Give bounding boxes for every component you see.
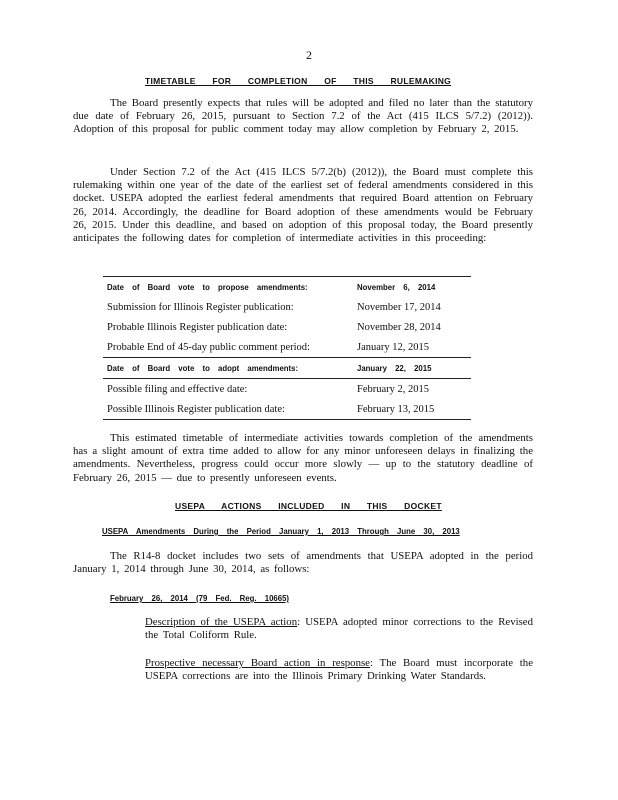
action-text: : The Board must incorporate the USEPA corrections are into the Illinois Primary Drinking Water Standards. [145,657,534,683]
timetable-table [103,276,471,420]
timetable-event: Date of Board vote to adopt amendments: [103,358,353,379]
timetable-event: Possible filing and effective date: [103,379,353,400]
timetable-row [103,399,471,420]
timetable-event: Probable End of 45-day public comment period: [107,341,310,353]
timetable-row [103,297,471,317]
paragraph-expected-adoption: The Board presently expects that rules will be adopted and filed no later than the statutory due date of February 26, 2015, pursuant to Section 7.2 of the Act (415 ILCS 5/7.2) (2012)). Adoption of this proposal for public comment today may allow completion by February 2, 2015. [73,97,533,136]
action-label: Prospective necessary Board action in response [145,657,370,669]
subheading-usepa-amendments: USEPA Amendments During the Period January 1, 2013 Through June 30, 2013 [102,527,460,536]
item-heading-federal-register: February 26, 2014 (79 Fed. Reg. 10665) [110,594,290,603]
timetable-date: January 12, 2015 [357,341,430,353]
timetable-row [103,317,471,337]
paragraph-docket-includes: The R14-8 docket includes two sets of amendments that USEPA adopted in the period January 1, 2014 through June 30, 2014, as follows: [73,550,533,576]
page-number: 2 [306,48,312,62]
description-of-action [145,616,533,642]
timetable-event: Probable Illinois Register publication date: [107,321,288,333]
timetable-date: November 6, 2014 [357,282,436,292]
timetable-date: November 28, 2014 [357,321,441,333]
timetable-event: Submission for Illinois Register publication: [107,301,294,313]
timetable-date: January 22, 2015 [353,358,471,379]
timetable-row [103,358,471,379]
section-heading-timetable: TIMETABLE FOR COMPLETION OF THIS RULEMAKING [145,76,452,86]
timetable-event: Possible Illinois Register publication date: [107,403,285,415]
section-heading-usepa-actions: USEPA ACTIONS INCLUDED IN THIS DOCKET [175,501,442,511]
description-text: : USEPA adopted minor corrections to the Revised the Total Coliform Rule. [145,616,533,642]
timetable-date: February 2, 2015 [353,379,471,400]
prospective-board-action [145,657,533,683]
timetable-date: February 13, 2015 [357,403,435,415]
timetable-row [103,337,471,358]
timetable-date: November 17, 2014 [357,301,441,313]
paragraph-estimated-timetable: This estimated timetable of intermediate activities towards completion of the amendments has a slight amount of extra time added to allow for any minor unforeseen delays in finalizing the amendments. Nevertheless, progress could occur more slowly — up to the statutory deadline of February 26, 2015 — due to presently unforeseen events. [73,432,533,484]
description-label: Description of the USEPA action [145,616,298,628]
paragraph-deadline: Under Section 7.2 of the Act (415 ILCS 5/7.2(b) (2012)), the Board must complete this rulemaking within one year of the date of the earliest set of federal amendments considered in this docket. USEPA adopted the earliest federal amendments that required Board attention on February 26, 2014. Accordingly, the deadline for Board adoption of these amendments would be February 26, 2015. Under this deadline, and based on adoption of this proposal today, the Board presently anticipates the following dates for completion of intermediate activities in this proceeding: [73,166,533,245]
timetable-row [103,379,471,400]
timetable-row [103,277,471,298]
timetable-event: Date of Board vote to propose amendments: [107,282,308,292]
